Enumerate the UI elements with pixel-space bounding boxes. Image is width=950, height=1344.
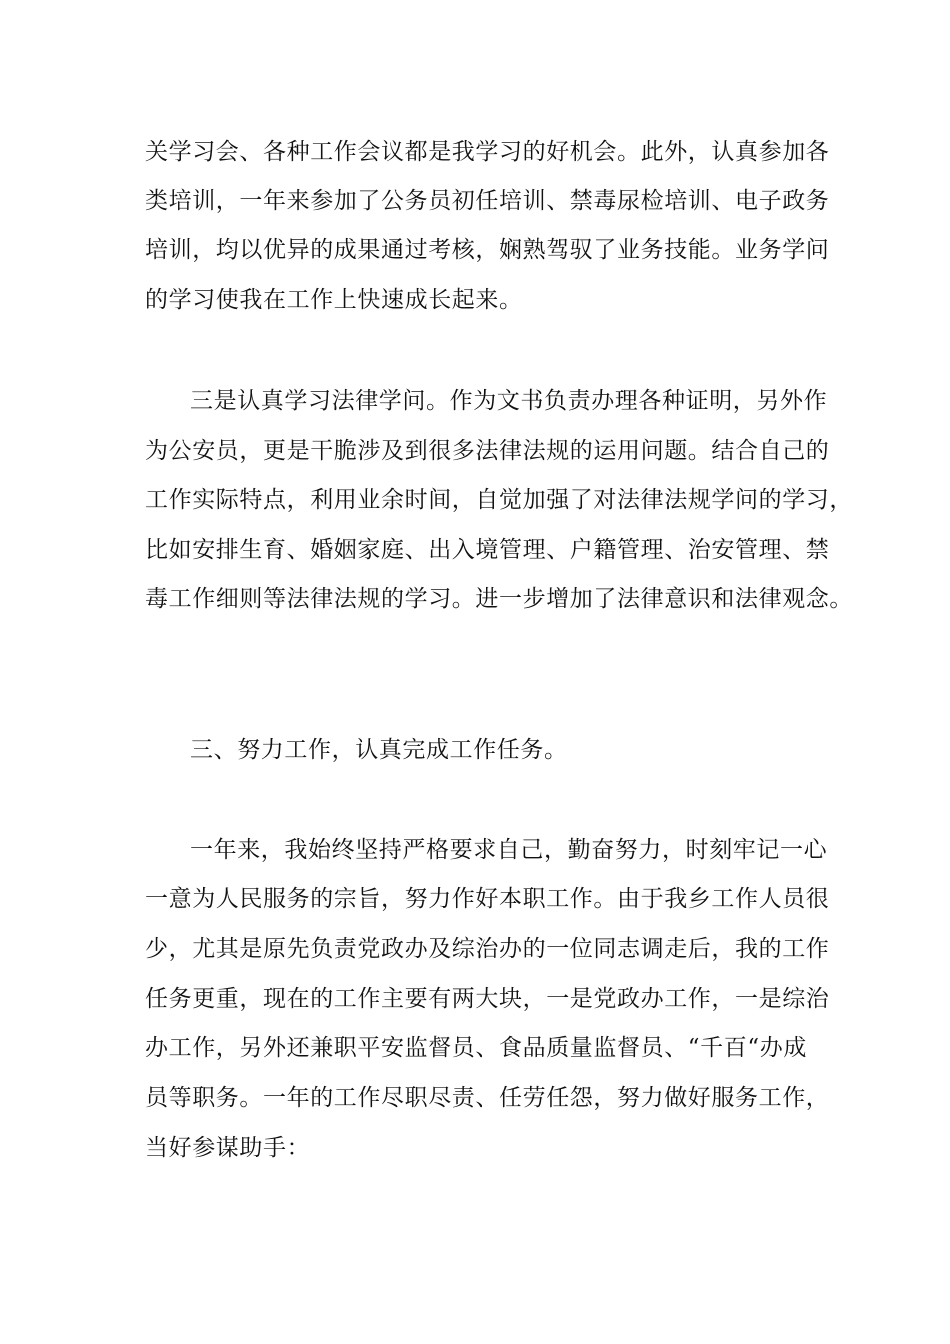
paragraph-line: 关学习会、各种工作会议都是我学习的好机会。此外，认真参加各 — [145, 139, 830, 165]
paragraph-line: 一年来，我始终坚持严格要求自己，勤奋努力，时刻牢记一心 — [190, 837, 828, 863]
paragraph-line: 培训，均以优异的成果通过考核，娴熟驾驭了业务技能。业务学问 — [145, 237, 830, 263]
section-heading: 三、努力工作，认真完成工作任务。 — [190, 737, 568, 763]
paragraph-line: 三是认真学习法律学问。作为文书负责办理各种证明，另外作 — [190, 388, 828, 414]
paragraph-line: 类培训，一年来参加了公务员初任培训、禁毒尿检培训、电子政务 — [145, 188, 830, 214]
paragraph-line: 办工作，另外还兼职平安监督员、食品质量监督员、“千百“办成 — [145, 1035, 807, 1061]
paragraph-line: 当好参谋助手： — [145, 1135, 311, 1161]
paragraph-line: 的学习使我在工作上快速成长起来。 — [145, 287, 523, 313]
paragraph-line: 毒工作细则等法律法规的学习。进一步增加了法律意识和法律观念。 — [145, 586, 853, 612]
paragraph-line: 少，尤其是原先负责党政办及综治办的一位同志调走后，我的工作 — [145, 936, 830, 962]
paragraph-line: 比如安排生育、婚姻家庭、出入境管理、户籍管理、治安管理、禁 — [145, 537, 830, 563]
paragraph-line: 一意为人民服务的宗旨，努力作好本职工作。由于我乡工作人员很 — [145, 886, 830, 912]
paragraph-line: 工作实际特点，利用业余时间，自觉加强了对法律法规学问的学习， — [145, 487, 853, 513]
paragraph-line: 员等职务。一年的工作尽职尽责、任劳任怨，努力做好服务工作， — [145, 1085, 830, 1111]
paragraph-line: 任务更重，现在的工作主要有两大块，一是党政办工作，一是综治 — [145, 986, 830, 1012]
paragraph-line: 为公安员，更是干脆涉及到很多法律法规的运用问题。结合自己的 — [145, 438, 830, 464]
